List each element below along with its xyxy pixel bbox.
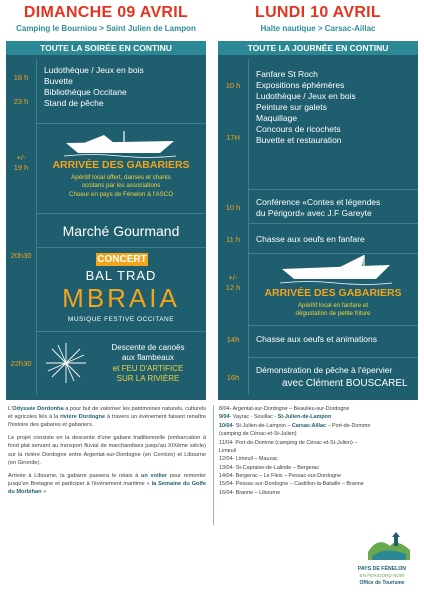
list-item: Ludothèque / Jeux en bois [256, 91, 356, 102]
left-day-title: DIMANCHE 09 AVRIL [23, 4, 189, 21]
canoe-line: SUR LA RIVIÈRE [116, 374, 180, 384]
itinerary-row [219, 447, 419, 455]
list-item: Buvette [44, 76, 73, 87]
list-item: Stand de pêche [44, 98, 104, 109]
itinerary-row [219, 413, 419, 421]
p3-event: la Semaine du Golfe du Morbihan [8, 480, 207, 495]
p3-bold: un voilier [140, 472, 167, 479]
left-time-end: 23 h [13, 97, 29, 106]
p1-river: rivière Dordogne [60, 414, 106, 421]
list-item: Buvette et restauration [256, 135, 342, 146]
left-divider [36, 331, 206, 332]
left-arrival-title: ARRIVÉE DES GABARIERS [52, 159, 190, 171]
canoe-time: 22h30 [10, 359, 32, 368]
left-activity-list [44, 65, 144, 109]
itinerary-text: - St-Capraise-de-Lalinde – Bergerac [232, 464, 320, 471]
list-item: Bibliothèque Occitane [44, 87, 127, 98]
p3-post: » [41, 488, 47, 495]
list-item: Fanfare St Roch [256, 69, 318, 79]
right-arrival-time-a: +/- [228, 273, 238, 282]
itinerary-text: - St-Julien-de-Lampon – [232, 422, 292, 429]
canoe-line: Descente de canoës [111, 343, 185, 352]
logo-line2: EN PÉRIGORD NOIR [359, 573, 405, 578]
chasse1-text: Chasse aux oeufs en fanfare [256, 234, 365, 244]
itinerary-list [219, 405, 419, 497]
chasse2-time: 14h [226, 335, 240, 344]
right-time-start: 10 h [225, 81, 241, 90]
itinerary-date: 10/04 [219, 422, 233, 429]
right-time-divider [248, 59, 249, 395]
right-continuous-band: TOUTE LA JOURNÉE EN CONTINU [218, 41, 418, 55]
itinerary-text: - Port-de-Domme (camping de Cénac-et-St-Julien) – [232, 439, 358, 446]
p1-pre: L' [8, 406, 13, 412]
list-item: Ludothèque / Jeux en bois [44, 65, 144, 75]
itinerary-text: - Argentat-sur-Dordogne – Beaulieu-sur-Dordogne [229, 406, 350, 412]
left-arrival-time-b: 19 h [13, 163, 29, 172]
itinerary-row [219, 405, 419, 413]
canoe-desc [92, 343, 204, 385]
logo-line3: Office de Tourisme [359, 580, 405, 586]
concert-line2: BAL TRAD [85, 268, 157, 283]
concert-time: 20h30 [10, 251, 32, 260]
left-time-divider [36, 59, 37, 395]
itinerary-text: - Bergerac – Le Fleix – Pessac-sur-Dordogne [232, 473, 341, 479]
right-program-panel [218, 41, 418, 400]
right-divider [248, 253, 418, 254]
left-divider [36, 213, 206, 214]
desc-line: dégustation de petite friture [295, 310, 371, 318]
itinerary-text: - Pessac-sur-Dordogne – Castillon-la-Bataille – Branne [232, 481, 364, 488]
canoe-line: aux flambeaux [121, 353, 175, 363]
right-divider [248, 223, 418, 224]
itinerary-date: 11/04 [219, 439, 233, 446]
right-divider [248, 189, 418, 190]
itinerary-highlight: St-Julien-de-Lampon [277, 414, 332, 421]
p1-post: à travers un événement faisant renaître l'histoire des gabares et gabariers. [8, 414, 206, 429]
right-arrival-title: ARRIVÉE DES GABARIERS [264, 287, 402, 299]
conf-time: 10 h [225, 203, 241, 212]
itinerary-row [219, 464, 419, 472]
canoe-line: et FEU D'ARTIFICE [112, 363, 184, 373]
left-continuous-band: TOUTE LA SOIRÉE EN CONTINU [6, 41, 206, 55]
logo-line1: PAYS DE FÉNELON [357, 566, 407, 572]
itinerary-date: 13/04 [219, 464, 233, 471]
left-program-panel [6, 41, 206, 400]
fireworks-icon [44, 341, 88, 385]
demo-name-prefix: avec [282, 378, 306, 389]
left-divider [36, 123, 206, 124]
demo-name: Clément BOUSCAREL [305, 378, 408, 389]
chasse2-text: Chasse aux oeufs et animations [256, 334, 377, 344]
left-day-subtitle: Camping le Bourniou > Saint Julien de Lampon [16, 24, 196, 33]
chasse1-time: 11 h [225, 235, 241, 244]
list-item: Expositions éphémères [256, 80, 345, 91]
itinerary-text: (camping de Cénac-et-St-Julien) [219, 431, 297, 438]
list-item: Maquillage [256, 113, 298, 124]
itinerary-date: 12/04 [219, 456, 233, 463]
conf-line: du Périgord» avec J.F Gareyte [256, 208, 372, 219]
demo-name-line [282, 377, 408, 390]
market-title: Marché Gourmand [62, 223, 180, 239]
right-day-subtitle: Halte nautique > Carsac-Aillac [260, 24, 376, 33]
right-divider [248, 325, 418, 326]
intro-paragraph-2: Le projet consiste en la descente d'une gabare traditionnelle (embarcation à fond plat servant au transport fluvial de marchandises jusqu'au XIXème siècle) sur la rivière Dordogne entre Argentat-sur-Dordogne (en Corrèze) et Libourne (en Gironde). [8, 435, 206, 466]
itinerary-row [219, 455, 419, 463]
itinerary-row [219, 472, 419, 480]
itinerary-highlight: Carsac-Aillac [291, 422, 326, 429]
desc-line: Choeur en pays de Fénelon & l'ASCO [68, 190, 174, 198]
right-time-end: 17H [226, 133, 240, 142]
p1-odyssey: Odyssée Dordonha [12, 406, 64, 412]
right-arrival-time-b: 12 h [225, 283, 241, 292]
itinerary-row [219, 439, 419, 447]
concert-label: CONCERT [97, 254, 147, 265]
itinerary-date: 8/04 [219, 406, 230, 412]
itinerary-date: 16/04 [219, 489, 233, 496]
right-day-title: LUNDI 10 AVRIL [255, 4, 381, 21]
itinerary-text: - Branne – Libourne [232, 489, 281, 496]
desc-line: Apéritif local en fanfare et [297, 302, 369, 309]
desc-line: occitans par les associations [81, 182, 161, 190]
list-item: Peinture sur galets [256, 102, 327, 113]
intro-paragraph-1 [8, 405, 206, 429]
right-divider [248, 357, 418, 358]
intro-paragraph-3 [8, 472, 206, 496]
itinerary-text: Limeuil [219, 447, 237, 454]
p1-mid: a pour but de valoriser les patrimoines naturels, culturels et agricoles liés à la [8, 406, 207, 421]
gabare-boat-icon [64, 129, 176, 159]
itinerary-date: 15/04 [219, 481, 233, 488]
concert-desc: MUSIQUE FESTIVE OCCITANE [67, 316, 175, 323]
conf-line: Conférence «Contes et légendes [256, 197, 381, 207]
p3-pre: Arrivée à Libourne, la gabarre passera le relais à [8, 472, 141, 479]
gabare-boat-icon [280, 255, 392, 287]
itinerary-tail: – Port-de-Domme [326, 422, 371, 429]
desc-line: Apéritif local offert, danses et chants [71, 174, 171, 181]
p3-mid: pour remonter jusqu'en Bretagne et participer à l'événement maritime « [8, 472, 206, 487]
left-arrival-time-a: +/- [16, 153, 26, 162]
itinerary-text: - Limeuil – Mauzac [232, 456, 278, 463]
left-time-start: 18 h [13, 73, 29, 82]
itinerary-row [219, 430, 419, 438]
demo-text: Démonstration de pêche à l'épervier [256, 365, 393, 375]
band-name: MBRAIA [62, 283, 180, 313]
conf-desc [256, 197, 380, 219]
itinerary-row [219, 480, 419, 488]
right-activity-list [256, 69, 356, 146]
left-divider [36, 247, 206, 248]
intro-text [8, 405, 206, 496]
demo-time: 16h [226, 373, 240, 382]
left-arrival-desc [40, 174, 202, 199]
list-item: Concours de ricochets [256, 124, 341, 135]
itinerary-date: 9/04 [219, 414, 230, 421]
itinerary-row [219, 489, 419, 497]
bottom-divider [213, 405, 214, 525]
right-arrival-desc [252, 302, 414, 319]
itinerary-date: 14/04 [219, 473, 233, 479]
itinerary-row [219, 422, 419, 430]
itinerary-text: - Vayrac - Souillac - [229, 414, 278, 421]
pays-de-fenelon-logo-icon [366, 532, 412, 564]
